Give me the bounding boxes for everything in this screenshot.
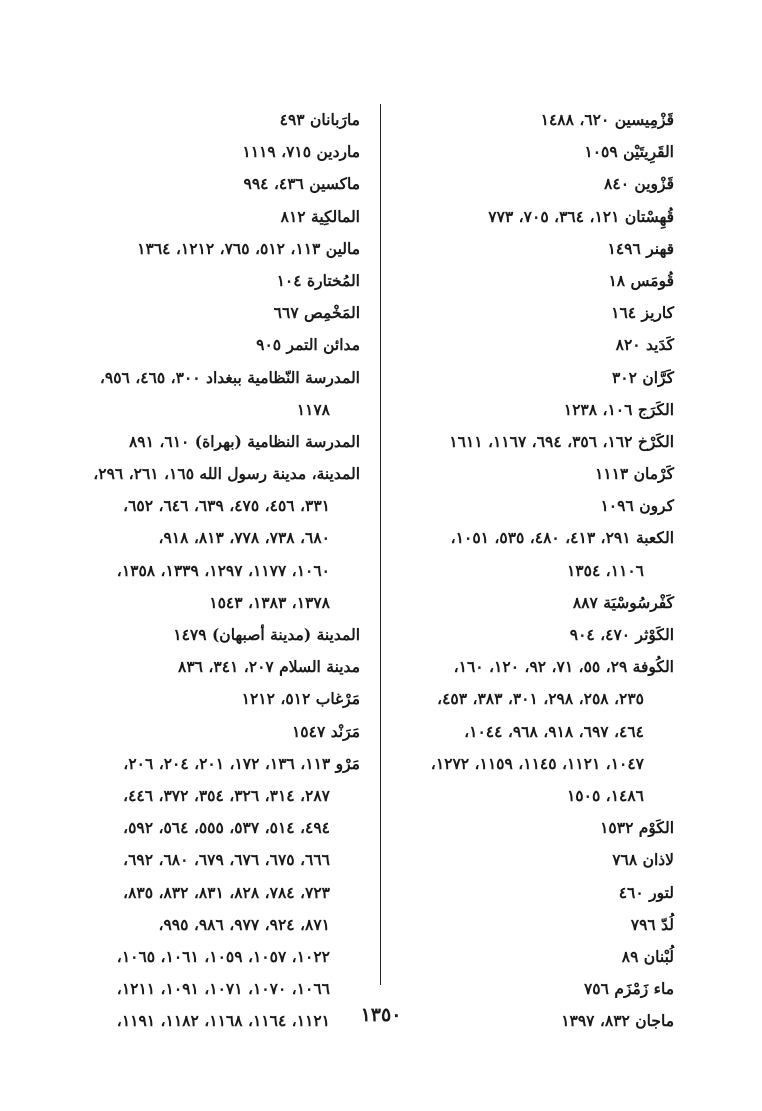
index-entry: ١٣٧٨، ١٣٨٣، ١٥٤٣ bbox=[209, 592, 330, 612]
index-entry: المدرسة النّظامية ببغداد ٣٠٠، ٤٦٥، ٩٥٦، bbox=[99, 367, 360, 387]
index-entry: المدرسة النظامية (بهراة) ٦١٠، ٨٩١ bbox=[128, 431, 360, 451]
left-index-column bbox=[88, 104, 360, 1037]
index-entry: قهنر ١٤٩٦ bbox=[607, 238, 674, 258]
index-entry: كَدَيد ٨٢٠ bbox=[615, 335, 674, 355]
index-entry: ٧٢٣، ٧٨٤، ٨٢٨، ٨٣١، ٨٣٢، ٨٣٥، bbox=[123, 882, 330, 902]
index-entry: الكَوْثر ٤٧٠، ٩٠٤ bbox=[569, 625, 674, 644]
index-entry: لتور ٤٦٠ bbox=[618, 882, 674, 902]
index-entry: قُومَس ١٨ bbox=[608, 270, 674, 290]
index-entry: لُدّ ٧٩٦ bbox=[630, 914, 674, 934]
index-entry: الكَوْم ١٥٣٢ bbox=[600, 818, 674, 838]
index-entry: المدينة (مدينة أصبهان) ١٤٧٩ bbox=[173, 625, 360, 644]
index-entry: ٦٨٠، ٧٣٨، ٧٧٨، ٨١٣، ٩١٨، bbox=[158, 528, 330, 548]
index-entry: كاريز ١٦٤ bbox=[611, 303, 674, 323]
index-entry: كرون ١٠٩٦ bbox=[600, 496, 674, 516]
index-entry: ٤٩٤، ٥١٤، ٥٣٧، ٥٥٥، ٥٦٤، ٥٩٢، bbox=[123, 818, 330, 838]
index-entry: ١٠٦٠، ١١٧٧، ١٢٩٧، ١٣٣٩، ١٣٥٨، bbox=[116, 560, 330, 580]
index-entry: كَرَّان ٣٠٢ bbox=[611, 367, 674, 387]
index-entry: ماء زَمْزَم ٧٥٦ bbox=[583, 979, 674, 999]
index-entry: مالين ١١٣، ٥١٢، ٧٦٥، ١٢١٢، ١٣٦٤ bbox=[137, 238, 360, 258]
index-entry: ٦٦٦، ٦٧٥، ٦٧٦، ٦٧٩، ٦٨٠، ٦٩٢، bbox=[123, 850, 330, 870]
index-entry: المالكِية ٨١٢ bbox=[280, 206, 360, 226]
index-entry: ١٠٤٧، ١١٢١، ١١٤٥، ١١٥٩، ١٢٧٢، bbox=[430, 753, 644, 773]
index-entry: مارَبانان ٤٩٣ bbox=[279, 110, 360, 129]
index-entry: مدينة السلام ٢٠٧، ٣٤١، ٨٣٦ bbox=[178, 657, 360, 677]
index-entry: الكَرَج ١٠٦، ١٢٣٨ bbox=[563, 399, 674, 419]
index-entry: ماكسين ٤٣٦، ٩٩٤ bbox=[243, 174, 360, 194]
index-entry: ٤٦٤، ٦٩٧، ٩١٨، ٩٦٨، ١٠٤٤، bbox=[464, 721, 644, 741]
index-entry: ١١٠٦، ١٣٥٤ bbox=[566, 560, 644, 580]
index-entry: الكعبة ٢٩١، ٤١٣، ٤٨٠، ٥٣٥، ١٠٥١، bbox=[450, 528, 674, 548]
index-entry: ١١٧٨ bbox=[296, 399, 330, 419]
index-entry: ١٤٨٦، ١٥٠٥ bbox=[566, 785, 644, 805]
index-entry: قَزْمِيسين ٦٢٠، ١٤٨٨ bbox=[540, 110, 674, 129]
column-divider bbox=[380, 104, 381, 985]
index-entry: المُختارة ١٠٤ bbox=[276, 270, 360, 290]
index-entry: ماجان ٨٣٢، ١٣٩٧ bbox=[561, 1011, 674, 1031]
index-entry: ٨٧١، ٩٢٤، ٩٧٧، ٩٨٦، ٩٩٥، bbox=[158, 914, 330, 934]
index-entry: مَرْغاب ٥١٢، ١٢١٢ bbox=[241, 689, 360, 709]
index-entry: كَرْمان ١١١٣ bbox=[594, 464, 674, 484]
index-entry: مَرْو ١١٣، ١٣٦، ١٧٢، ٢٠١، ٢٠٤، ٢٠٦، bbox=[123, 753, 360, 773]
index-entry: ١١٢١، ١١٦٤، ١١٦٨، ١١٨٢، ١١٩١، bbox=[116, 1011, 330, 1031]
index-entry: ٢٣٥، ٢٥٨، ٢٩٨، ٣٠١، ٣٨٣، ٤٥٣، bbox=[437, 689, 644, 709]
index-entry: مَرَنْد ١٥٤٧ bbox=[291, 721, 360, 741]
index-entry: الكُوفة ٢٩، ٥٥، ٧١، ٩٢، ١٢٠، ١٦٠، bbox=[453, 657, 674, 677]
index-entry: الكَرْخ ١٦٢، ٣٥٦، ٦٩٤، ١١٦٧، ١٦١١ bbox=[449, 431, 674, 451]
index-entry: المَخْمِص ٦٦٧ bbox=[273, 303, 360, 323]
index-entry: ١٠٦٦، ١٠٧٠، ١٠٧١، ١٠٩١، ١٢١١، bbox=[116, 979, 330, 999]
index-entry: ١٠٢٢، ١٠٥٧، ١٠٥٩، ١٠٦١، ١٠٦٥، bbox=[116, 946, 330, 966]
right-index-column bbox=[380, 104, 674, 1037]
index-entry: ٣٣١، ٤٥٦، ٤٧٥، ٦٣٩، ٦٤٦، ٦٥٢، bbox=[123, 496, 330, 516]
index-entry: ٢٨٧، ٣١٤، ٣٢٦، ٣٥٤، ٣٧٢، ٤٤٦، bbox=[123, 785, 330, 805]
index-entry: المدينة، مدينة رسول الله ١٦٥، ٢٦١، ٢٩٦، bbox=[93, 464, 360, 484]
index-entry: كَفْرسُوسْيَة ٨٨٧ bbox=[572, 592, 674, 612]
index-entry: قَزْوين ٨٤٠ bbox=[604, 174, 674, 194]
index-entry: مدائن التمر ٩٠٥ bbox=[256, 335, 360, 355]
index-entry: قُهِسْتان ١٢١، ٣٦٤، ٧٠٥، ٧٧٣ bbox=[488, 206, 674, 226]
index-entry: لاذان ٧٦٨ bbox=[612, 850, 674, 870]
index-entry: القَرِيتَيْن ١٠٥٩ bbox=[584, 142, 674, 162]
index-entry: لُبْنان ٨٩ bbox=[621, 946, 674, 966]
index-entry: ماردين ٧١٥، ١١١٩ bbox=[242, 142, 360, 162]
page-number: ١٣٥٠ bbox=[360, 1004, 402, 1026]
